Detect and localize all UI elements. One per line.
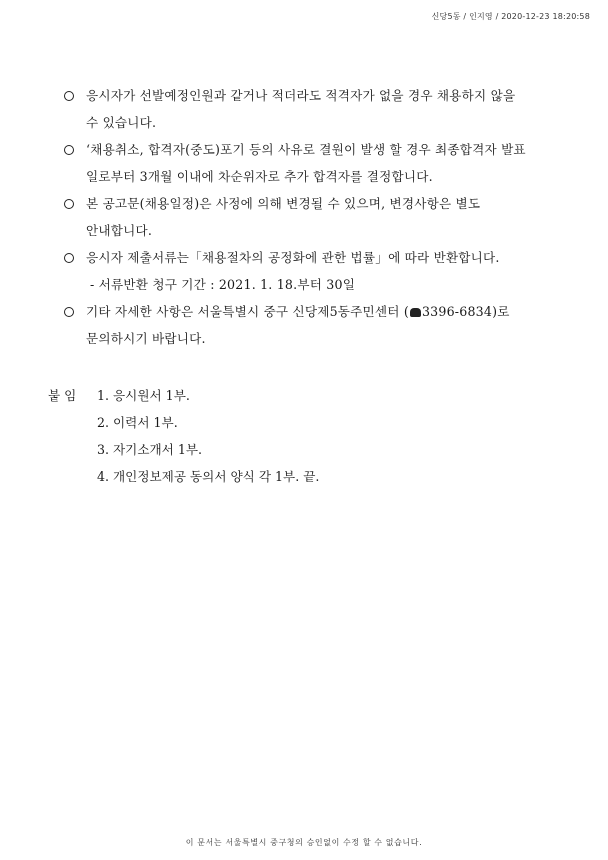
attachment-item: 3. 자기소개서 1부. bbox=[97, 442, 203, 457]
notice-item-4-subline: - 서류반환 청구 기간 : 2021. 1. 18.부터 30일 bbox=[90, 277, 356, 292]
phone-icon bbox=[410, 308, 421, 317]
attachments-section bbox=[48, 382, 319, 490]
notice-item-4 bbox=[62, 244, 562, 298]
circle-bullet-icon bbox=[64, 145, 74, 155]
attachment-item: 4. 개인정보제공 동의서 양식 각 1부. 끝. bbox=[97, 469, 320, 484]
notice-list bbox=[62, 82, 562, 352]
notice-item-5 bbox=[62, 298, 562, 352]
notice-item-1 bbox=[62, 82, 562, 136]
notice-item-5-line-2: 문의하시기 바랍니다. bbox=[86, 331, 206, 346]
circle-bullet-icon bbox=[64, 199, 74, 209]
notice-item-5-line-1 bbox=[86, 298, 562, 325]
print-stamp: 신당5동 / 인지영 / 2020-12-23 18:20:58 bbox=[431, 12, 590, 21]
notice-item-2-line-2: 일로부터 3개월 이내에 차순위자로 추가 합격자를 결정합니다. bbox=[86, 169, 433, 184]
attachment-row-2 bbox=[48, 409, 319, 436]
circle-bullet-icon bbox=[64, 253, 74, 263]
notice-item-2-line-1: ‘채용취소, 합격자(중도)포기 등의 사유로 결원이 발생 할 경우 최종합격자 발표 bbox=[86, 142, 526, 157]
attachment-item: 1. 응시원서 1부. bbox=[97, 388, 190, 403]
notice-item-5-text-b: 3396-6834)로 bbox=[421, 304, 510, 319]
notice-item-3-line-2: 안내합니다. bbox=[86, 223, 153, 238]
circle-bullet-icon bbox=[64, 307, 74, 317]
notice-item-4-line-1: 응시자 제출서류는「채용절차의 공정화에 관한 법률」에 따라 반환합니다. bbox=[86, 250, 500, 265]
attachment-row-4 bbox=[48, 463, 319, 490]
footer-notice: 이 문서는 서울특별시 중구청의 승인없이 수정 할 수 없습니다. bbox=[185, 838, 423, 847]
attachment-row-1 bbox=[48, 382, 319, 409]
attachments-label: 붙 임 bbox=[48, 388, 77, 403]
notice-item-2 bbox=[62, 136, 562, 190]
notice-item-3-line-1: 본 공고문(채용일정)은 사정에 의해 변경될 수 있으며, 변경사항은 별도 bbox=[86, 196, 481, 211]
notice-item-5-text-a: 기타 자세한 사항은 서울특별시 중구 신당제5동주민센터 ( bbox=[86, 304, 409, 319]
attachment-item: 2. 이력서 1부. bbox=[97, 415, 178, 430]
notice-item-3 bbox=[62, 190, 562, 244]
notice-item-1-line-1: 응시자가 선발예정인원과 같거나 적더라도 적격자가 없을 경우 채용하지 않을 bbox=[86, 88, 516, 103]
circle-bullet-icon bbox=[64, 91, 74, 101]
attachment-row-3 bbox=[48, 436, 319, 463]
notice-item-1-line-2: 수 있습니다. bbox=[86, 115, 157, 130]
